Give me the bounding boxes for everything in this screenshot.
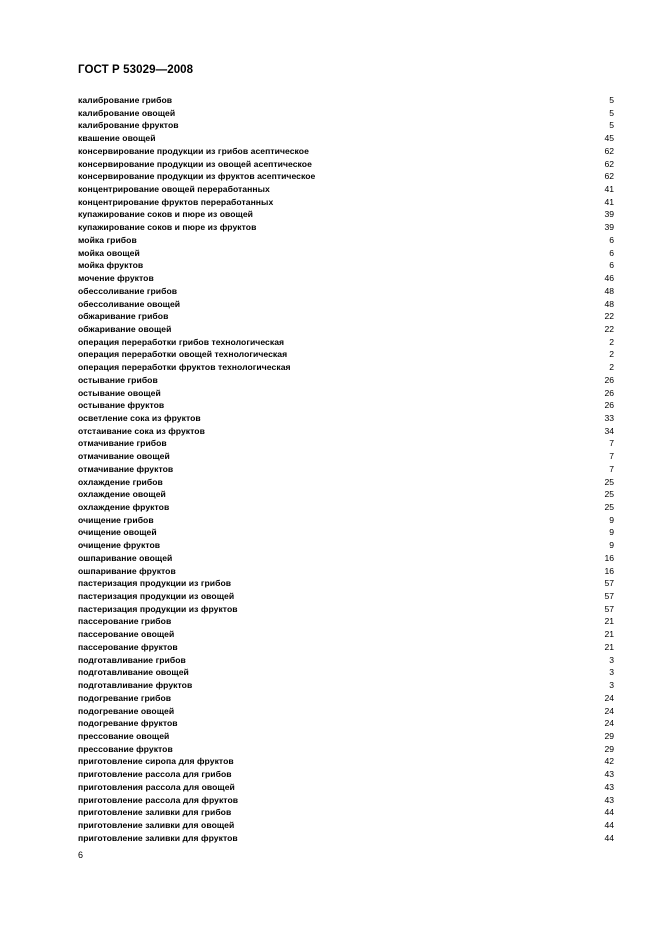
index-page-ref: 44 — [604, 807, 614, 818]
index-term: ошпаривание фруктов — [78, 565, 176, 576]
index-page-ref: 3 — [609, 654, 614, 665]
index-entry — [78, 501, 614, 514]
index-page-ref: 62 — [604, 158, 614, 169]
index-entry — [78, 361, 614, 374]
index-term: консервирование продукции из грибов асептическое — [78, 145, 309, 156]
index-term: калибрование грибов — [78, 95, 173, 105]
index-term: ошпаривание овощей — [78, 552, 173, 563]
index-entry — [78, 743, 614, 756]
index-term: мойка грибов — [78, 234, 137, 245]
index-term: обессоливание овощей — [78, 298, 181, 309]
index-page-ref: 22 — [604, 323, 614, 334]
index-term: концентрирование овощей переработанных — [78, 184, 270, 195]
index-term: купажирование соков и пюре из овощей — [78, 209, 253, 220]
index-page-ref: 24 — [604, 692, 614, 703]
index-entry — [78, 234, 614, 247]
index-page-ref: 6 — [609, 260, 614, 271]
index-page-ref: 7 — [609, 438, 614, 449]
index-page-ref: 21 — [604, 641, 614, 652]
index-entry — [78, 794, 614, 807]
index-page-ref: 57 — [604, 578, 614, 589]
index-term: пассерование фруктов — [78, 641, 178, 652]
index-term: очищение овощей — [78, 527, 157, 538]
index-page-ref: 62 — [604, 145, 614, 156]
index-entry — [78, 119, 614, 132]
index-term: пассерование грибов — [78, 616, 172, 627]
index-entry — [78, 781, 614, 794]
index-page-ref: 48 — [604, 285, 614, 296]
index-term: концентрирование фруктов переработанных — [78, 196, 274, 207]
index-term: остывание грибов — [78, 374, 158, 385]
alphabetical-index-list — [78, 94, 614, 844]
index-page-ref: 7 — [609, 451, 614, 462]
index-entry — [78, 577, 614, 590]
index-page-ref: 25 — [604, 502, 614, 512]
index-term: отмачивание фруктов — [78, 463, 174, 474]
index-term: пастеризация продукции из грибов — [78, 578, 232, 589]
index-page-ref: 26 — [604, 387, 614, 398]
index-term: мойка овощей — [78, 247, 140, 258]
index-entry — [78, 832, 614, 845]
index-term: очищение грибов — [78, 514, 154, 525]
index-page-ref: 41 — [604, 196, 614, 207]
index-page-ref: 9 — [609, 540, 614, 551]
index-entry — [78, 323, 614, 336]
index-page-ref: 46 — [604, 273, 614, 284]
index-page-ref: 21 — [604, 616, 614, 627]
index-page-ref: 34 — [604, 425, 614, 436]
index-entry — [78, 488, 614, 501]
index-term: подготавливание грибов — [78, 654, 186, 665]
index-page-ref: 39 — [604, 209, 614, 220]
index-term: обжаривание овощей — [78, 323, 172, 334]
index-entry — [78, 628, 614, 641]
index-page-ref: 21 — [604, 629, 614, 640]
index-term: приготовление сиропа для фруктов — [78, 756, 234, 767]
index-entry — [78, 450, 614, 463]
index-entry — [78, 298, 614, 311]
index-entry — [78, 94, 614, 107]
index-page-ref: 2 — [609, 362, 614, 373]
index-page-ref: 57 — [604, 603, 614, 614]
index-entry — [78, 539, 614, 552]
index-page-ref: 7 — [609, 463, 614, 474]
index-term: мочение фруктов — [78, 273, 154, 284]
index-page-ref: 45 — [604, 133, 614, 144]
index-entry — [78, 768, 614, 781]
index-page-ref: 33 — [604, 412, 614, 423]
index-entry — [78, 247, 614, 260]
index-entry — [78, 425, 614, 438]
index-term: отмачивание овощей — [78, 451, 170, 462]
index-term: консервирование продукции из фруктов асептическое — [78, 171, 316, 182]
index-page-ref: 5 — [609, 107, 614, 118]
index-page-ref: 5 — [609, 95, 614, 105]
index-entry — [78, 348, 614, 361]
index-page-ref: 48 — [604, 298, 614, 309]
index-page-ref: 9 — [609, 527, 614, 538]
index-entry — [78, 145, 614, 158]
index-page-ref: 24 — [604, 718, 614, 729]
index-term: подогревание овощей — [78, 705, 175, 716]
index-entry — [78, 565, 614, 578]
index-entry — [78, 374, 614, 387]
index-term: подогревание грибов — [78, 692, 172, 703]
index-entry — [78, 666, 614, 679]
index-term: консервирование продукции из овощей асептическое — [78, 158, 312, 169]
index-term: операция переработки овощей технологическая — [78, 349, 288, 360]
index-term: отстаивание сока из фруктов — [78, 425, 205, 436]
index-entry — [78, 437, 614, 450]
index-term: калибрование овощей — [78, 107, 176, 118]
index-entry — [78, 285, 614, 298]
index-entry — [78, 641, 614, 654]
index-term: подготавливание овощей — [78, 667, 189, 678]
index-entry — [78, 717, 614, 730]
index-entry — [78, 463, 614, 476]
index-term: приготовление заливки для грибов — [78, 807, 232, 818]
index-page-ref: 41 — [604, 184, 614, 195]
index-entry — [78, 196, 614, 209]
index-term: охлаждение овощей — [78, 489, 166, 500]
index-entry — [78, 692, 614, 705]
index-entry — [78, 399, 614, 412]
index-entry — [78, 310, 614, 323]
index-entry — [78, 806, 614, 819]
index-page-ref: 2 — [609, 336, 614, 347]
index-term: подогревание фруктов — [78, 718, 178, 729]
index-page-ref: 43 — [604, 769, 614, 780]
index-page-ref: 24 — [604, 705, 614, 716]
index-entry — [78, 272, 614, 285]
index-term: обжаривание грибов — [78, 311, 169, 322]
index-entry — [78, 132, 614, 145]
index-term: осветление сока из фруктов — [78, 412, 201, 423]
index-page-ref: 29 — [604, 730, 614, 741]
index-term: прессование овощей — [78, 730, 170, 741]
index-term: охлаждение грибов — [78, 476, 163, 487]
index-page-ref: 29 — [604, 743, 614, 754]
index-term: отмачивание грибов — [78, 438, 167, 449]
index-entry — [78, 590, 614, 603]
index-entry — [78, 170, 614, 183]
index-entry — [78, 615, 614, 628]
index-page-ref: 62 — [604, 171, 614, 182]
index-entry — [78, 107, 614, 120]
index-page-ref: 16 — [604, 565, 614, 576]
index-term: приготовление заливки для овощей — [78, 819, 235, 830]
index-page-ref: 6 — [609, 247, 614, 258]
index-term: мойка фруктов — [78, 260, 144, 271]
index-term: пастеризация продукции из фруктов — [78, 603, 238, 614]
page-number: 6 — [78, 850, 84, 860]
index-term: очищение фруктов — [78, 540, 161, 551]
index-term: пастеризация продукции из овощей — [78, 591, 235, 602]
index-term: приготовление рассола для фруктов — [78, 794, 239, 805]
index-term: обессоливание грибов — [78, 285, 178, 296]
index-page-ref: 25 — [604, 489, 614, 500]
index-entry — [78, 158, 614, 171]
index-page-ref: 6 — [609, 234, 614, 245]
index-term: приготовление рассола для грибов — [78, 769, 232, 780]
index-page-ref: 16 — [604, 552, 614, 563]
document-header: ГОСТ Р 53029—2008 — [78, 64, 194, 76]
index-page-ref: 3 — [609, 667, 614, 678]
index-term: купажирование соков и пюре из фруктов — [78, 222, 257, 233]
index-entry — [78, 183, 614, 196]
index-entry — [78, 654, 614, 667]
index-term: приготовления рассола для овощей — [78, 781, 235, 792]
index-entry — [78, 552, 614, 565]
index-page-ref: 39 — [604, 222, 614, 233]
index-page-ref: 43 — [604, 794, 614, 805]
index-entry — [78, 336, 614, 349]
index-term: калибрование фруктов — [78, 120, 179, 131]
index-term: подготавливание фруктов — [78, 680, 193, 691]
index-page-ref: 5 — [609, 120, 614, 131]
index-entry — [78, 476, 614, 489]
index-term: операция переработки грибов технологическая — [78, 336, 285, 347]
index-term: пассерование овощей — [78, 629, 175, 640]
index-term: приготовление заливки для фруктов — [78, 832, 238, 843]
index-term: прессование фруктов — [78, 743, 173, 754]
index-term: охлаждение фруктов — [78, 502, 170, 512]
index-entry — [78, 514, 614, 527]
index-page-ref: 42 — [604, 756, 614, 767]
index-term: операция переработки фруктов технологическая — [78, 362, 291, 373]
index-page-ref: 3 — [609, 680, 614, 691]
index-entry — [78, 819, 614, 832]
index-entry — [78, 208, 614, 221]
index-entry — [78, 387, 614, 400]
index-page-ref: 25 — [604, 476, 614, 487]
index-term: квашение овощей — [78, 133, 156, 144]
index-page-ref: 22 — [604, 311, 614, 322]
index-entry — [78, 705, 614, 718]
index-entry — [78, 679, 614, 692]
index-entry — [78, 412, 614, 425]
index-entry — [78, 730, 614, 743]
index-term: остывание овощей — [78, 387, 161, 398]
index-entry — [78, 259, 614, 272]
index-entry — [78, 526, 614, 539]
index-term: остывание фруктов — [78, 400, 165, 411]
index-page-ref: 57 — [604, 591, 614, 602]
index-page-ref: 26 — [604, 400, 614, 411]
index-entry — [78, 603, 614, 616]
index-page-ref: 43 — [604, 781, 614, 792]
index-page-ref: 9 — [609, 514, 614, 525]
index-page-ref: 44 — [604, 819, 614, 830]
index-page-ref: 44 — [604, 832, 614, 843]
index-entry — [78, 755, 614, 768]
index-page-ref: 2 — [609, 349, 614, 360]
index-page-ref: 26 — [604, 374, 614, 385]
index-entry — [78, 221, 614, 234]
